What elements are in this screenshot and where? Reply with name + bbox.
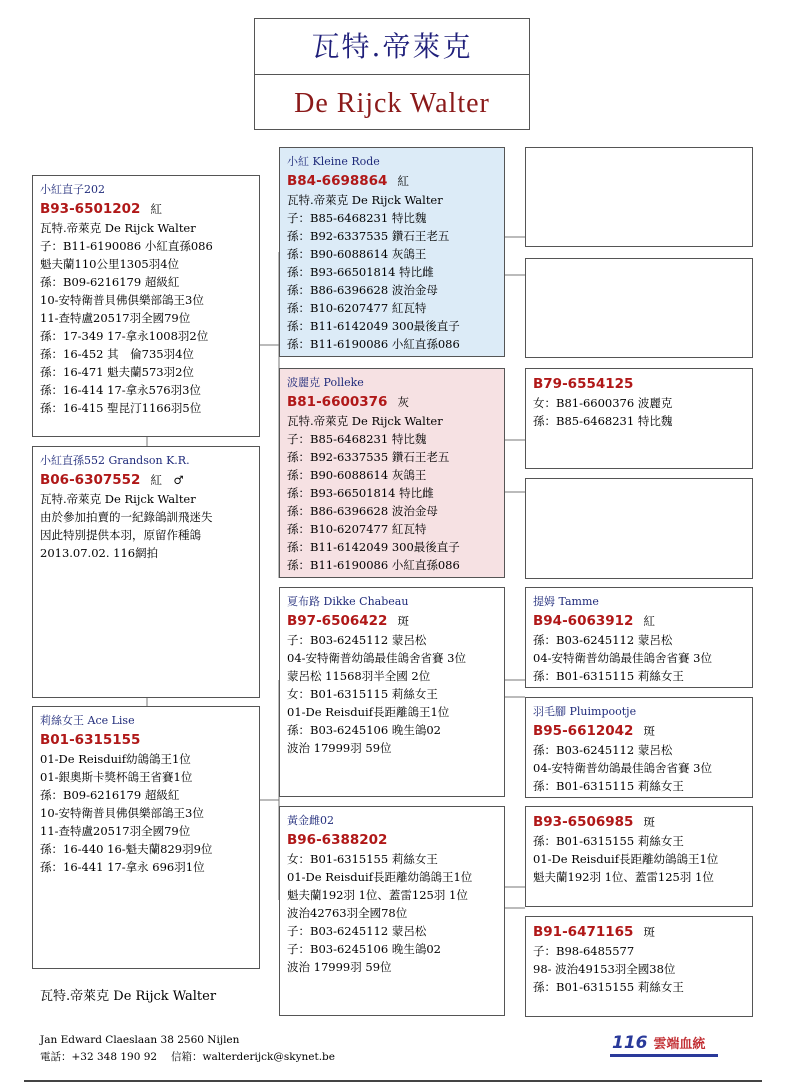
dds-color: 斑	[643, 815, 655, 829]
title-chinese: 瓦特.帝萊克	[255, 19, 529, 75]
info-line: 孫：B03-6245112 蒙呂松	[533, 743, 673, 757]
sire-dam-ring: B81-6600376	[287, 394, 388, 410]
dam-name: 莉絲女王 Ace Lise	[40, 714, 135, 727]
ddd-ring: B91-6471165	[533, 924, 634, 940]
info-line: 10-安特衛普貝佛俱樂部鴿王3位	[40, 806, 204, 820]
info-line: 孫：B09-6216179 超級紅	[40, 275, 180, 289]
title-english: De Rijck Walter	[294, 88, 490, 119]
dds-box	[525, 806, 753, 907]
dam-sire-box	[279, 587, 505, 797]
sire-sire-ring: B84-6698864	[287, 173, 388, 189]
dam-sire-lines	[287, 631, 498, 757]
sire-box	[32, 175, 260, 437]
contact-block	[40, 1032, 335, 1066]
info-line: 孫：16-440 16-魁夫蘭829羽9位	[40, 842, 213, 856]
info-line: 孫：B01-6315155 莉絲女王	[533, 980, 684, 994]
info-line: 孫：B92-6337535 鑽石王老五	[287, 229, 450, 243]
logo	[612, 1033, 705, 1053]
info-line: 04-安特衛普幼鴿最佳鴿舍省賽 3位	[533, 761, 712, 775]
subject-ring: B06-6307552	[40, 472, 141, 488]
info-line: 孫：B01-6315115 莉絲女王	[533, 669, 684, 683]
info-line: 01-De Reisduif幼鴿鴿王1位	[40, 752, 191, 766]
logo-text: 雲端血統	[653, 1037, 706, 1052]
info-line: 孫：B86-6396628 波治金母	[287, 504, 438, 518]
sdd-box	[525, 478, 753, 579]
dam-sire-ring: B97-6506422	[287, 613, 388, 629]
info-line: 瓦特.帝萊克 De Rijck Walter	[40, 492, 196, 506]
dss-lines	[533, 631, 746, 685]
info-line: 04-安特衛普幼鴿最佳鴿舍省賽 3位	[287, 651, 466, 665]
sire-sire-box	[279, 147, 505, 357]
sire-dam-color: 灰	[397, 395, 409, 409]
info-line: 04-安特衛普幼鴿最佳鴿舍省賽 3位	[533, 651, 712, 665]
ddd-color: 斑	[643, 925, 655, 939]
info-line: 瓦特.帝萊克 De Rijck Walter	[287, 193, 443, 207]
dam-ring: B01-6315155	[40, 732, 141, 748]
info-line: 子：B85-6468231 特比魏	[287, 432, 427, 446]
dam-dam-lines	[287, 850, 498, 976]
info-line: 瓦特.帝萊克 De Rijck Walter	[40, 221, 196, 235]
info-line: 波治 17999羽 59位	[287, 741, 392, 755]
info-line: 01-De Reisduif長距離鴿王1位	[287, 705, 450, 719]
info-line: 波治42763羽全國78位	[287, 906, 408, 920]
info-line: 孫：B11-6142049 300最後直子	[287, 540, 460, 554]
info-line: 孫：16-414 17-拿永576羽3位	[40, 383, 201, 397]
info-line: 孫：B11-6190086 小紅直孫086	[287, 337, 460, 351]
sire-sire-lines	[287, 191, 498, 353]
info-line: 因此特別提供本羽，原留作種鴿	[40, 528, 201, 542]
dsd-color: 斑	[643, 724, 655, 738]
info-line: 2013.07.02. 116網拍	[40, 546, 159, 560]
info-line: 孫：B93-66501814 特比雌	[287, 486, 434, 500]
info-line: 01-De Reisduif長距離幼鴿鴿王1位	[287, 870, 473, 884]
info-line: 女：B81-6600376 波麗克	[533, 396, 673, 410]
logo-underline	[610, 1054, 718, 1057]
info-line: 子：B98-6485577	[533, 944, 635, 958]
dam-lines	[40, 750, 253, 876]
info-line: 孫：B03-6245112 蒙呂松	[533, 633, 673, 647]
sss-box	[525, 147, 753, 247]
dam-sire-color: 斑	[397, 614, 409, 628]
subject-box	[32, 446, 260, 698]
info-line: 11-查特盧20517羽全國79位	[40, 311, 191, 325]
info-line: 孫：16-452 其 倫735羽4位	[40, 347, 194, 361]
info-line: 孫：B92-6337535 鑽石王老五	[287, 450, 450, 464]
info-line: 孫：B90-6088614 灰鴿王	[287, 468, 427, 482]
dss-name: 提姆 Tamme	[533, 595, 599, 608]
info-line: 女：B01-6315155 莉絲女王	[287, 852, 438, 866]
info-line: 由於參加拍賣的一紀錄鴿訓飛迷失	[40, 510, 213, 524]
info-line: 01-銀奧斯卡獎杯鴿王省賽1位	[40, 770, 193, 784]
dam-box	[32, 706, 260, 969]
dsd-ring: B95-6612042	[533, 723, 634, 739]
info-line: 子：B11-6190086 小紅直孫086	[40, 239, 213, 253]
info-line: 98- 波治49153羽全國38位	[533, 962, 676, 976]
sire-name: 小紅直子202	[40, 183, 105, 196]
dds-lines	[533, 832, 746, 886]
ssd-box	[525, 258, 753, 358]
info-line: 孫：B01-6315155 莉絲女王	[533, 834, 684, 848]
dam-sire-name: 夏布路 Dikke Chabeau	[287, 595, 409, 608]
ddd-box	[525, 916, 753, 1017]
dam-dam-box	[279, 806, 505, 1016]
sire-sire-color: 紅	[397, 174, 409, 188]
info-line: 孫：16-471 魁夫蘭573羽2位	[40, 365, 194, 379]
dsd-name: 羽毛腳 Pluimpootje	[533, 705, 637, 718]
info-line: 孫：B11-6190086 小紅直孫086	[287, 558, 460, 572]
info-line: 孫：16-441 17-拿永 696羽1位	[40, 860, 205, 874]
info-line: 魁夫蘭192羽 1位、蓋雷125羽 1位	[533, 870, 714, 884]
info-line: 子：B85-6468231 特比魏	[287, 211, 427, 225]
info-line: 孫：B01-6315115 莉絲女王	[533, 779, 684, 793]
info-line: 子：B03-6245106 晚生鴿02	[287, 942, 441, 956]
info-line: 孫：B09-6216179 超級紅	[40, 788, 180, 802]
info-line: 孫：B03-6245106 晚生鴿02	[287, 723, 441, 737]
dds-ring: B93-6506985	[533, 814, 634, 830]
dam-dam-name: 黃金雌02	[287, 814, 334, 827]
bottom-divider	[24, 1080, 762, 1082]
contact-info: 電話：+32 348 190 92 信箱：walterderijck@skynet.be	[40, 1051, 335, 1063]
sire-dam-name: 波麗克 Polleke	[287, 376, 364, 389]
sds-ring: B79-6554125	[533, 376, 634, 392]
info-line: 瓦特.帝萊克 De Rijck Walter	[287, 414, 443, 428]
sire-lines	[40, 219, 253, 417]
subject-color: 紅 ♂	[150, 473, 184, 487]
dss-box	[525, 587, 753, 688]
sire-ring: B93-6501202	[40, 201, 141, 217]
info-line: 11-查特盧20517羽全國79位	[40, 824, 191, 838]
info-line: 子：B03-6245112 蒙呂松	[287, 924, 427, 938]
info-line: 魁夫蘭110公里1305羽4位	[40, 257, 180, 271]
dsd-lines	[533, 741, 746, 795]
address: Jan Edward Claeslaan 38 2560 Nijlen	[40, 1034, 240, 1046]
sds-box	[525, 368, 753, 469]
dss-ring: B94-6063912	[533, 613, 634, 629]
subject-name: 小紅直孫552 Grandson K.R.	[40, 454, 190, 467]
info-line: 波治 17999羽 59位	[287, 960, 392, 974]
sds-lines	[533, 394, 746, 430]
info-line: 10-安特衛普貝佛俱樂部鴿王3位	[40, 293, 204, 307]
info-line: 孫：17-349 17-拿永1008羽2位	[40, 329, 209, 343]
info-line: 01-De Reisduif長距離幼鴿鴿王1位	[533, 852, 719, 866]
info-line: 孫：B86-6396628 波治金母	[287, 283, 438, 297]
info-line: 女：B01-6315115 莉絲女王	[287, 687, 438, 701]
info-line: 子：B03-6245112 蒙呂松	[287, 633, 427, 647]
dss-color: 紅	[643, 614, 655, 628]
info-line: 孫：B10-6207477 紅瓦特	[287, 301, 427, 315]
info-line: 孫：16-415 聖昆汀1166羽5位	[40, 401, 202, 415]
sire-dam-box	[279, 368, 505, 578]
info-line: 孫：B93-66501814 特比雌	[287, 265, 434, 279]
ddd-lines	[533, 942, 746, 996]
info-line: 孫：B85-6468231 特比魏	[533, 414, 673, 428]
info-line: 孫：B11-6142049 300最後直子	[287, 319, 460, 333]
info-line: 魁夫蘭192羽 1位、蓋雷125羽 1位	[287, 888, 468, 902]
info-line: 孫：B90-6088614 灰鴿王	[287, 247, 427, 261]
dam-dam-ring: B96-6388202	[287, 832, 388, 848]
dsd-box	[525, 697, 753, 798]
sire-sire-name: 小紅 Kleine Rode	[287, 155, 380, 168]
logo-number: 116	[612, 1033, 648, 1053]
info-line: 孫：B10-6207477 紅瓦特	[287, 522, 427, 536]
sire-dam-lines	[287, 412, 498, 574]
sire-color: 紅	[150, 202, 162, 216]
signature: 瓦特.帝萊克 De Rijck Walter	[40, 989, 217, 1004]
info-line: 蒙呂松 11568羽半全國 2位	[287, 669, 431, 683]
subject-lines	[40, 490, 253, 562]
